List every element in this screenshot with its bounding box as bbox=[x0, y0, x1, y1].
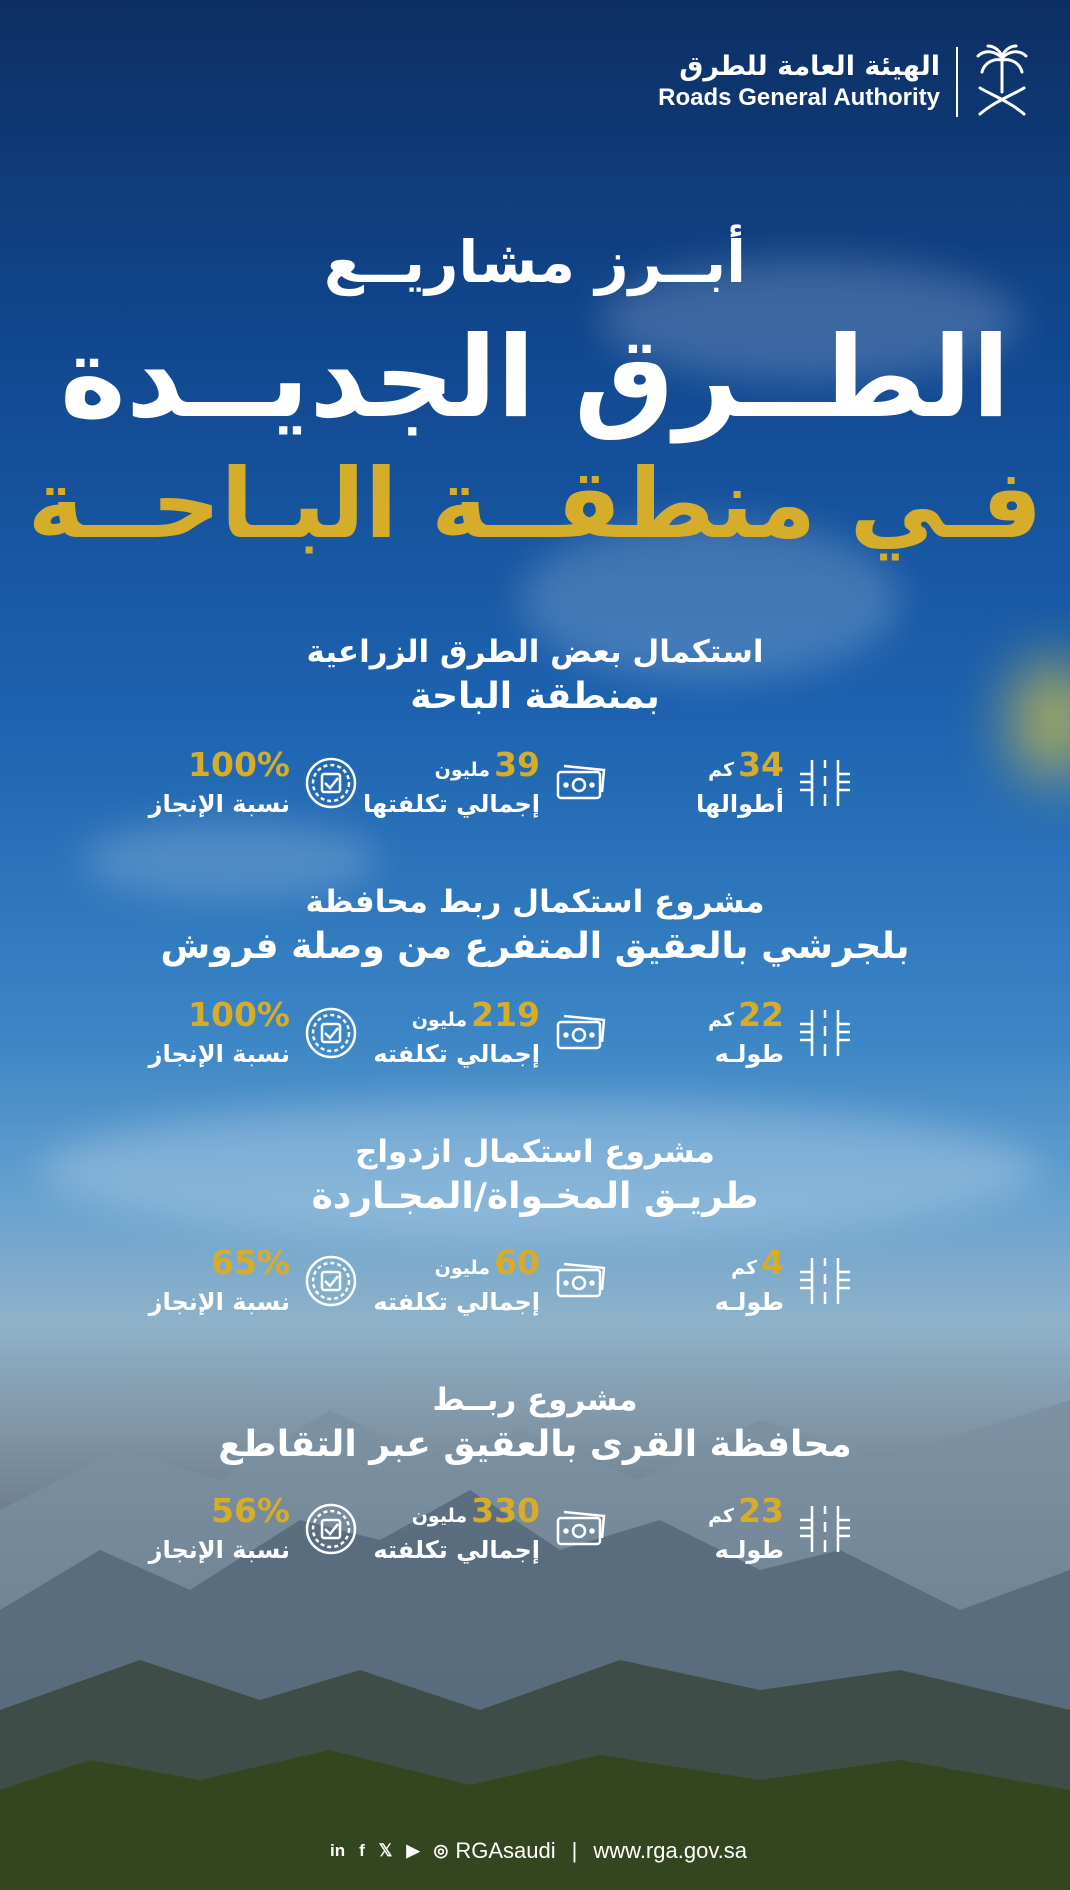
project-heading-2: محافظة القرى بالعقيق عبر التقاطع bbox=[218, 1424, 852, 1465]
road-icon bbox=[798, 756, 852, 810]
banknote-icon bbox=[554, 756, 608, 810]
length-value: 4 bbox=[761, 1243, 784, 1282]
stat-length bbox=[696, 745, 852, 818]
length-label: طولـه bbox=[714, 1040, 784, 1068]
length-unit: كم bbox=[708, 1505, 735, 1527]
banknote-icon bbox=[554, 1254, 608, 1308]
cost-label: إجمالي تكلفته bbox=[373, 1536, 540, 1564]
completion-value: 65% bbox=[211, 1243, 290, 1282]
cost-label: إجمالي تكلفته bbox=[373, 1040, 540, 1068]
stat-length bbox=[708, 1491, 852, 1564]
stat-length bbox=[708, 995, 852, 1068]
length-value: 22 bbox=[738, 995, 784, 1034]
project-1-stats bbox=[0, 745, 1070, 818]
cost-value: 39 bbox=[494, 745, 540, 784]
linkedin-icon[interactable]: in bbox=[329, 1841, 346, 1860]
footer-separator: | bbox=[571, 1838, 578, 1863]
project-heading-1: استكمال بعض الطرق الزراعية bbox=[306, 634, 764, 670]
project-3 bbox=[0, 1132, 1070, 1220]
completion-label: نسبة الإنجاز bbox=[148, 1536, 290, 1564]
stat-completion bbox=[148, 745, 358, 818]
palm-swords-emblem-icon bbox=[974, 44, 1030, 120]
cost-label: إجمالي تكلفته bbox=[373, 1288, 540, 1316]
length-value: 34 bbox=[738, 745, 784, 784]
project-2 bbox=[0, 882, 1070, 970]
stat-length bbox=[714, 1243, 852, 1316]
length-unit: كم bbox=[731, 1257, 758, 1279]
completion-check-icon bbox=[304, 1254, 358, 1308]
banknote-icon bbox=[554, 1502, 608, 1556]
cost-unit: مليون bbox=[434, 759, 491, 781]
project-1 bbox=[0, 632, 1070, 720]
youtube-icon[interactable]: ▶ bbox=[406, 1841, 420, 1860]
logo-english-name: Roads General Authority bbox=[658, 84, 940, 111]
length-unit: كم bbox=[708, 759, 735, 781]
completion-check-icon bbox=[304, 1502, 358, 1556]
length-label: طولـه bbox=[714, 1288, 784, 1316]
completion-check-icon bbox=[304, 756, 358, 810]
project-heading-1: مشروع استكمال ربط محافظة bbox=[305, 884, 765, 920]
cost-label: إجمالي تكلفتها bbox=[363, 790, 540, 818]
rga-logo bbox=[658, 44, 1030, 120]
social-handle[interactable]: RGAsaudi bbox=[455, 1838, 556, 1863]
project-2-stats bbox=[0, 995, 1070, 1068]
title-line-1: أبــرز مشاريــع bbox=[323, 228, 747, 296]
logo-arabic-name: الهيئة العامة للطرق bbox=[679, 51, 940, 82]
project-heading-1: مشروع استكمال ازدواج bbox=[355, 1134, 715, 1170]
cost-value: 60 bbox=[494, 1243, 540, 1282]
title-line-3: فـي منطقــة البـاحــة bbox=[27, 448, 1043, 560]
project-heading-2: طريـق المخـواة/المجـاردة bbox=[311, 1176, 759, 1217]
project-3-stats bbox=[0, 1243, 1070, 1316]
completion-value: 100% bbox=[188, 995, 290, 1034]
stat-cost bbox=[373, 995, 608, 1068]
length-label: طولـه bbox=[714, 1536, 784, 1564]
length-unit: كم bbox=[708, 1009, 735, 1031]
cost-unit: مليون bbox=[411, 1505, 468, 1527]
completion-value: 100% bbox=[188, 745, 290, 784]
cost-value: 219 bbox=[471, 995, 540, 1034]
stat-completion bbox=[148, 1491, 358, 1564]
completion-check-icon bbox=[304, 1006, 358, 1060]
instagram-icon[interactable]: ◎ bbox=[433, 1841, 449, 1860]
stat-cost bbox=[373, 1491, 608, 1564]
project-heading-2: بلجرشي بالعقيق المتفرع من وصلة فروش bbox=[160, 926, 910, 967]
completion-value: 56% bbox=[211, 1491, 290, 1530]
cost-value: 330 bbox=[471, 1491, 540, 1530]
road-icon bbox=[798, 1254, 852, 1308]
project-4 bbox=[0, 1380, 1070, 1468]
x-twitter-icon[interactable]: 𝕏 bbox=[378, 1841, 393, 1860]
project-4-stats bbox=[0, 1491, 1070, 1564]
footer bbox=[0, 1838, 1070, 1864]
logo-divider bbox=[956, 47, 958, 117]
project-heading-2: بمنطقة الباحة bbox=[410, 676, 660, 717]
stat-completion bbox=[148, 1243, 358, 1316]
cost-unit: مليون bbox=[434, 1257, 491, 1279]
road-icon bbox=[798, 1502, 852, 1556]
completion-label: نسبة الإنجاز bbox=[148, 1288, 290, 1316]
length-label: أطوالها bbox=[696, 790, 784, 818]
length-value: 23 bbox=[738, 1491, 784, 1530]
completion-label: نسبة الإنجاز bbox=[148, 790, 290, 818]
stat-completion bbox=[148, 995, 358, 1068]
cost-unit: مليون bbox=[411, 1009, 468, 1031]
title-line-2: الطــرق الجديــدة bbox=[59, 313, 1011, 443]
website-link[interactable]: www.rga.gov.sa bbox=[593, 1838, 748, 1863]
stat-cost bbox=[373, 1243, 608, 1316]
stat-cost bbox=[363, 745, 608, 818]
road-icon bbox=[798, 1006, 852, 1060]
banknote-icon bbox=[554, 1006, 608, 1060]
facebook-icon[interactable]: f bbox=[359, 1841, 365, 1860]
completion-label: نسبة الإنجاز bbox=[148, 1040, 290, 1068]
project-heading-1: مشروع ربــط bbox=[432, 1382, 638, 1418]
